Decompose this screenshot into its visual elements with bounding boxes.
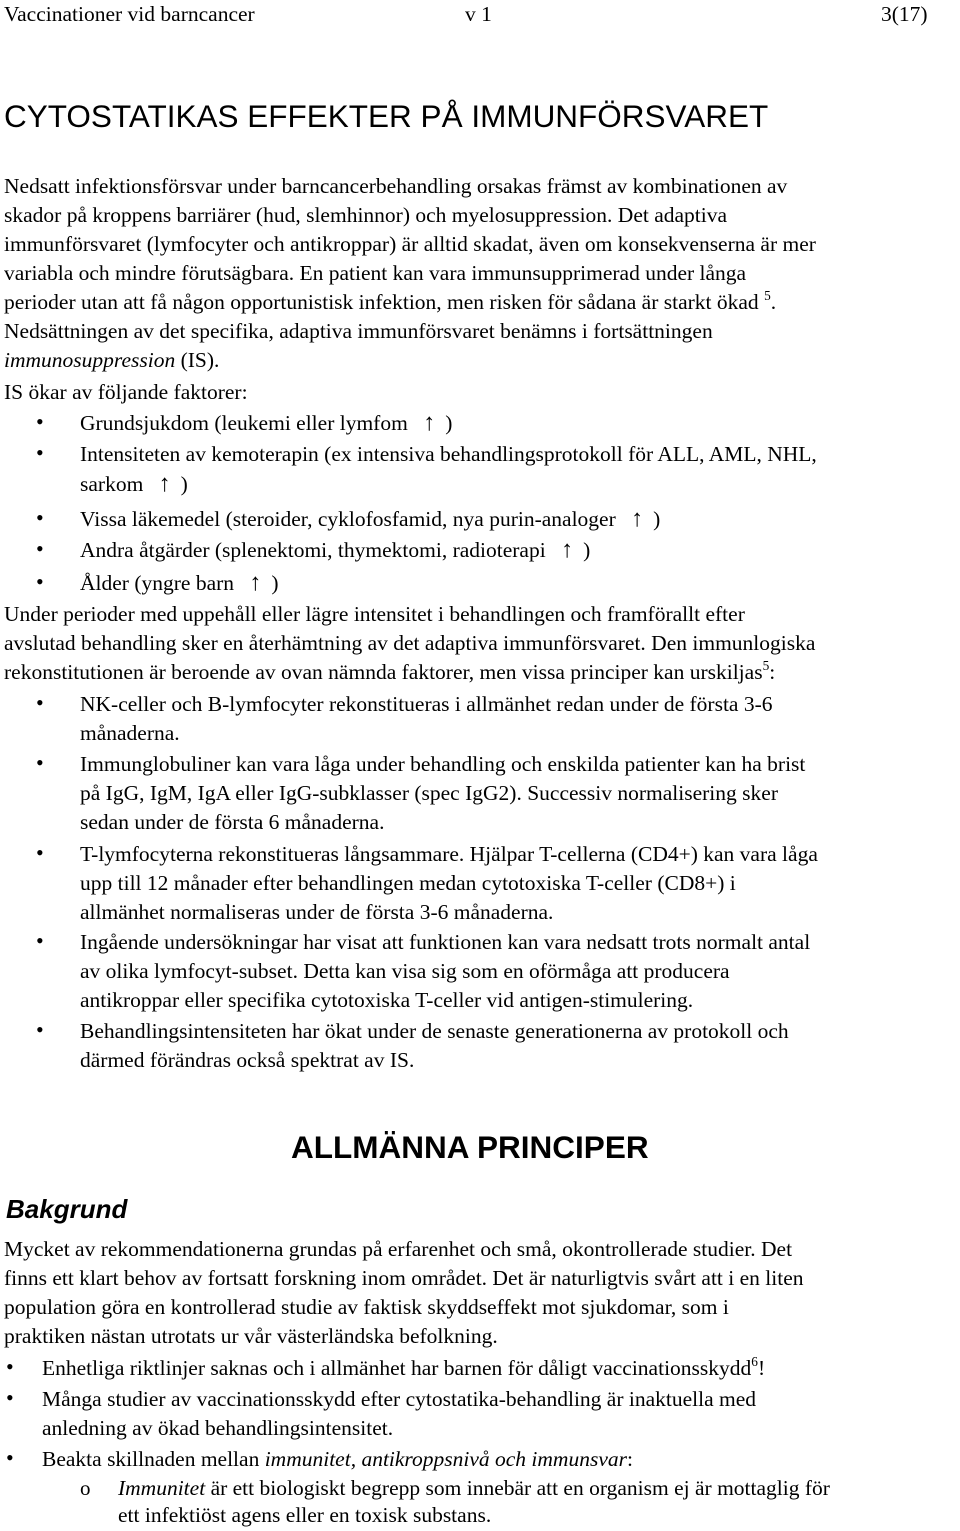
bullet-icon: •: [36, 505, 44, 530]
bakgrund-bullet-3-text: Beakta skillnaden mellan: [42, 1447, 265, 1471]
factor-text: Grundsjukdom (leukemi eller lymfom: [80, 411, 408, 435]
principle-line: därmed förändras också spektrat av IS.: [80, 1048, 415, 1072]
sub-bullet-line-1: [118, 1474, 830, 1503]
factor-close: ): [445, 411, 453, 435]
bullet-icon: •: [6, 1354, 14, 1379]
para2-line-2: avslutad behandling sker en återhämtning av det adaptiva immunförsvaret. Den immunlogiska: [4, 631, 816, 655]
principle-line: allmänhet normaliseras under de första 3-6 månaderna.: [80, 900, 554, 924]
arrow-up-icon: ↑: [561, 537, 574, 563]
bakgrund-line-1: Mycket av rekommendationerna grundas på erfarenhet och små, okontrollerade studier. Det: [4, 1237, 793, 1261]
bullet-icon: •: [6, 1385, 14, 1410]
bullet-icon: •: [36, 569, 44, 594]
bakgrund-bullet-3-italic: immunitet, antikroppsnivå och immunsvar: [264, 1447, 627, 1471]
para1-line-4: variabla och mindre förutsägbara. En patient kan vara immunsupprimerad under långa: [4, 261, 747, 285]
bakgrund-bullet-3: [42, 1445, 633, 1474]
header-page-number: 3(17): [881, 2, 928, 26]
bullet-icon: •: [36, 409, 44, 434]
bakgrund-bullet-3-end: :: [626, 1447, 633, 1471]
header-left: Vaccinationer vid barncancer: [4, 2, 255, 26]
reference-5: 5: [764, 287, 771, 303]
factor-item: [80, 569, 279, 598]
factor-text: Andra åtgärder (splenektomi, thymektomi, radioterapi: [80, 538, 546, 562]
factor-text: Ålder (yngre barn: [80, 571, 235, 595]
sub-bullet-marker: o: [80, 1476, 91, 1500]
arrow-up-icon: ↑: [423, 410, 436, 436]
para1-line-5-text: perioder utan att få någon opportunistisk infektion, men risken för sådana är starkt ökad: [4, 290, 759, 314]
para1-line-5-period: .: [770, 290, 777, 314]
bakgrund-line-3: population göra en kontrollerad studie av faktisk skyddseffekt mot sjukdomar, som i: [4, 1295, 729, 1319]
term-immunitet: Immunitet: [118, 1476, 206, 1500]
para2-line-3-text: rekonstitutionen är beroende av ovan nämnda faktorer, men vissa principer kan urskiljas: [4, 660, 763, 684]
reference-5: 5: [762, 657, 770, 673]
factor-item: [80, 505, 660, 534]
factor-text: sarkom: [80, 472, 144, 496]
arrow-up-icon: ↑: [158, 471, 171, 497]
bakgrund-bullet-2: Många studier av vaccinationsskydd efter cytostatika-behandling är inaktuella med: [42, 1387, 757, 1411]
para1-line-3: immunförsvaret (lymfocyter och antikroppar) är alltid skadat, även om konsekvenserna är mer: [4, 232, 816, 256]
sub-bullet-line-1-rest: är ett biologiskt begrepp som innebär att en organism ej är mottaglig för: [205, 1476, 830, 1500]
factor-item-cont: [80, 470, 188, 499]
bakgrund-bullet-1-end: !: [757, 1356, 766, 1380]
bullet-icon: •: [36, 750, 44, 775]
para1-line-7: [4, 346, 219, 375]
para2-line-3-end: :: [769, 660, 776, 684]
principle-line: Behandlingsintensiteten har ökat under de senaste generationerna av protokoll och: [80, 1019, 789, 1043]
section-title-cytostatika: CYTOSTATIKAS EFFEKTER PÅ IMMUNFÖRSVARET: [4, 98, 769, 134]
factor-close: ): [583, 538, 591, 562]
factors-intro: IS ökar av följande faktorer:: [4, 380, 248, 404]
arrow-up-icon: ↑: [249, 570, 262, 596]
para1-line-5: [4, 288, 776, 317]
principle-line: av olika lymfocyt-subset. Detta kan visa sig som en oförmåga att producera: [80, 959, 730, 983]
principle-line: antikroppar eller specifika cytotoxiska T-celler vid antigen-stimulering.: [80, 988, 694, 1012]
principle-line: på IgG, IgM, IgA eller IgG-subklasser (spec IgG2). Successiv normalisering sker: [80, 781, 778, 805]
principle-line: T-lymfocyterna rekonstitueras långsammare. Hjälpar T-cellerna (CD4+) kan vara låga: [80, 842, 818, 866]
bullet-icon: •: [36, 690, 44, 715]
principle-line: NK-celler och B-lymfocyter rekonstitueras i allmänhet redan under de första 3-6: [80, 692, 773, 716]
bakgrund-line-4: praktiken nästan utrotats ur vår västerländska befolkning.: [4, 1324, 498, 1348]
factor-item: Intensiteten av kemoterapin (ex intensiva behandlingsprotokoll för ALL, AML, NHL,: [80, 442, 817, 466]
bullet-icon: •: [36, 840, 44, 865]
principle-line: sedan under de första 6 månaderna.: [80, 810, 385, 834]
para2-line-3: [4, 658, 775, 687]
factor-close: ): [271, 571, 279, 595]
bullet-icon: •: [36, 1017, 44, 1042]
principle-line: Ingående undersökningar har visat att funktionen kan vara nedsatt trots normalt antal: [80, 930, 811, 954]
bullet-icon: •: [36, 440, 44, 465]
header-center: v 1: [465, 2, 492, 26]
factor-item: [80, 409, 452, 438]
factor-close: ): [653, 507, 661, 531]
sub-bullet-line-2: ett infektiöst agens eller en toxisk substans.: [118, 1503, 492, 1527]
factor-close: ): [180, 472, 188, 496]
para1-line-6: Nedsättningen av det specifika, adaptiva immunförsvaret benämns i fortsättningen: [4, 319, 713, 343]
para1-line-1: Nedsatt infektionsförsvar under barncancerbehandling orsakas främst av kombinationen av: [4, 174, 788, 198]
para1-line-7-end: (IS).: [175, 348, 220, 372]
bakgrund-bullet-1: [42, 1354, 765, 1383]
principle-line: månaderna.: [80, 721, 180, 745]
para2-line-1: Under perioder med uppehåll eller lägre intensitet i behandlingen och framförallt efter: [4, 602, 745, 626]
para1-line-2: skador på kroppens barriärer (hud, slemhinnor) och myelosuppression. Det adaptiva: [4, 203, 728, 227]
bakgrund-bullet-1-text: Enhetliga riktlinjer saknas och i allmänhet har barnen för dåligt vaccinationsskydd: [42, 1356, 752, 1380]
arrow-up-icon: ↑: [631, 506, 644, 532]
subsection-title-bakgrund: Bakgrund: [6, 1194, 128, 1224]
factor-text: Vissa läkemedel (steroider, cyklofosfamid, nya purin-analoger: [80, 507, 616, 531]
bakgrund-line-2: finns ett klart behov av fortsatt forskning inom området. Det är naturligtvis svårt att i en liten: [4, 1266, 804, 1290]
bakgrund-bullet-2-cont: anledning av ökad behandlingsintensitet.: [42, 1416, 394, 1440]
reference-6: 6: [751, 1353, 758, 1369]
section-title-allmanna-principer: ALLMÄNNA PRINCIPER: [291, 1129, 649, 1165]
principle-line: upp till 12 månader efter behandlingen medan cytotoxiska T-celler (CD8+) i: [80, 871, 736, 895]
bullet-icon: •: [36, 536, 44, 561]
factor-item: [80, 536, 590, 565]
term-immunosuppression: immunosuppression: [4, 348, 176, 372]
principle-line: Immunglobuliner kan vara låga under behandling och enskilda patienter kan ha brist: [80, 752, 806, 776]
bullet-icon: •: [36, 928, 44, 953]
bullet-icon: •: [6, 1445, 14, 1470]
